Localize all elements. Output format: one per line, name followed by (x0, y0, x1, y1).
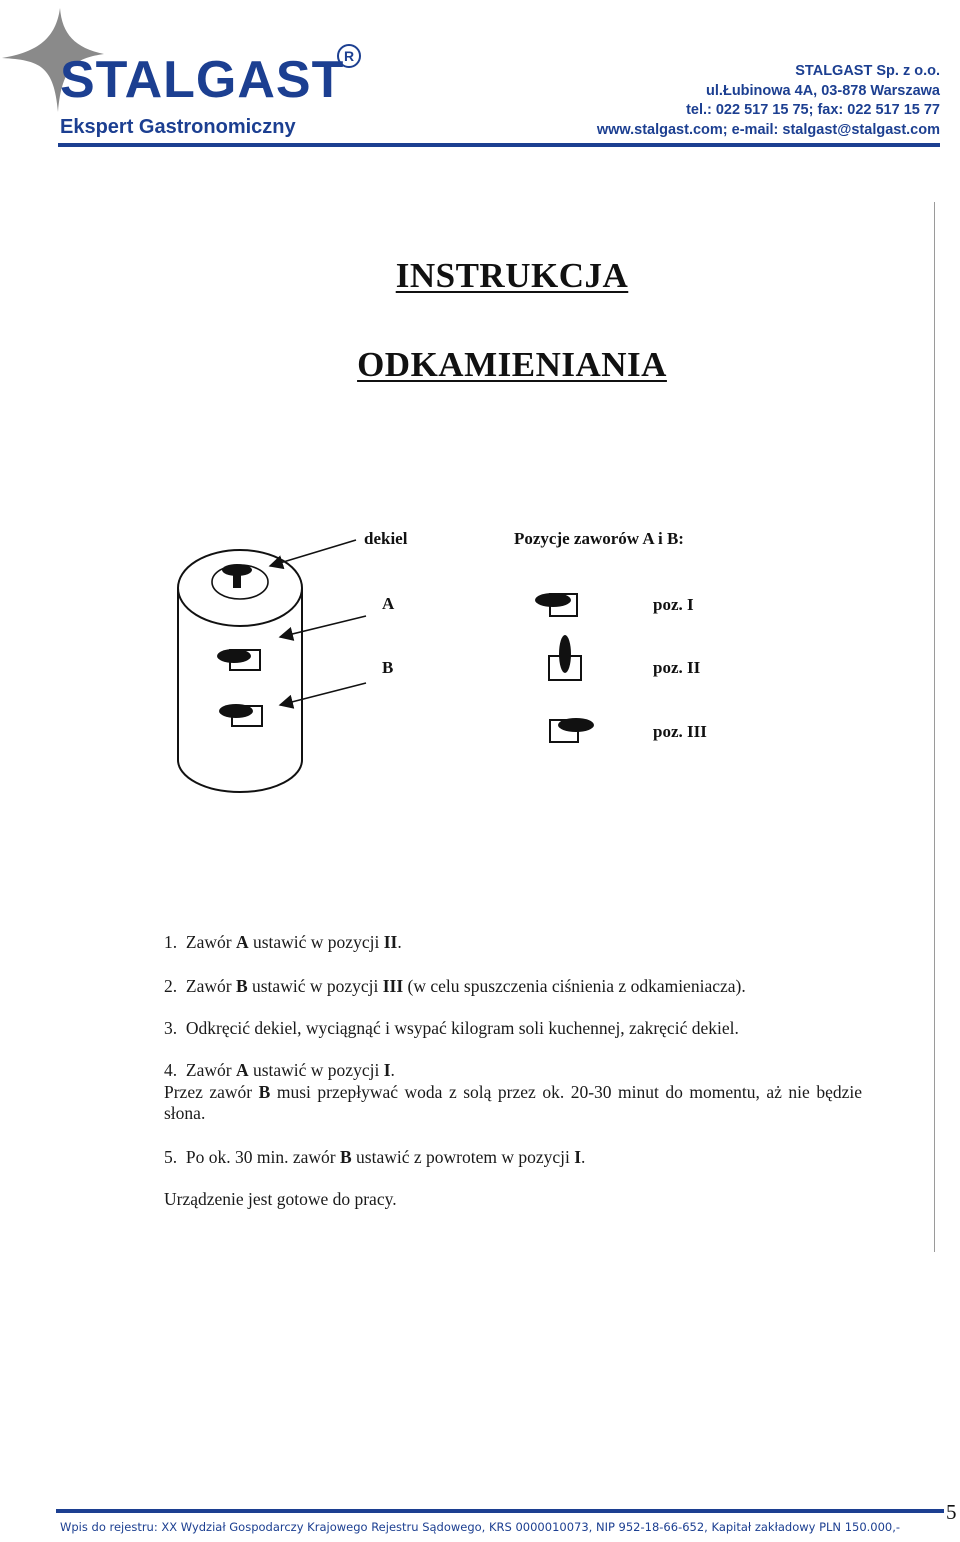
arrow-lid (270, 540, 356, 566)
arrow-b (280, 683, 366, 705)
valve-a-top-icon (222, 564, 252, 588)
brand-name: STALGAST (60, 51, 345, 109)
valve-b-side-icon (219, 704, 262, 726)
step-4: 4. Zawór A ustawić w pozycji I. (164, 1060, 395, 1080)
position-iii-label: poz. III (653, 722, 707, 741)
label-lid: dekiel (364, 529, 408, 548)
position-iii-icon (550, 718, 594, 742)
company-phone: tel.: 022 517 15 75; fax: 022 517 15 77 (686, 102, 940, 118)
closing-note: Urządzenie jest gotowe do pracy. (164, 1189, 397, 1209)
label-valve-a: A (382, 594, 395, 613)
position-i-icon (535, 593, 577, 616)
valve-diagram (170, 520, 730, 810)
valve-a-side-icon (217, 649, 260, 670)
company-name: STALGAST Sp. z o.o. (795, 63, 940, 79)
page-subtitle: ODKAMIENIANIA (357, 345, 667, 384)
position-i-label: poz. I (653, 595, 694, 614)
brand-tagline: Ekspert Gastronomiczny (60, 116, 296, 138)
diagram-drawing (170, 520, 730, 810)
footer-rule (56, 1509, 944, 1513)
step-5: 5. Po ok. 30 min. zawór B ustawić z powrotem w pozycji I. (164, 1147, 586, 1167)
position-ii-icon (549, 635, 581, 680)
company-web-email: www.stalgast.com; e-mail: stalgast@stalgast.com (596, 121, 940, 138)
arrow-a (280, 616, 366, 637)
step-3: 3. Odkręcić dekiel, wyciągnąć i wsypać kilogram soli kuchennej, zakręcić dekiel. (164, 1018, 739, 1038)
header-rule (58, 143, 940, 147)
page-number: 5 (946, 1500, 957, 1524)
registered-mark: R (337, 44, 361, 68)
step-4-detail: Przez zawór B musi przepływać woda z solą przez ok. 20-30 minut do momentu, aż nie będzie słona. (164, 1082, 862, 1123)
step-2: 2. Zawór B ustawić w pozycji III (w celu spuszczenia ciśnienia z odkamieniacza). (164, 976, 746, 996)
positions-heading: Pozycje zaworów A i B: (514, 529, 684, 548)
company-info (480, 62, 940, 140)
position-ii-label: poz. II (653, 658, 701, 677)
company-address: ul.Łubinowa 4A, 03-878 Warszawa (706, 82, 940, 99)
page-title: INSTRUKCJA (395, 256, 629, 295)
label-valve-b: B (382, 658, 394, 677)
footer-registry: Wpis do rejestru: XX Wydział Gospodarczy Krajowego Rejestru Sądowego, KRS 0000010073, NIP 952-18-66-652, Kapitał zakładowy PLN 150.000,- (60, 1520, 901, 1534)
step-1: 1. Zawór A ustawić w pozycji II. (164, 932, 402, 952)
